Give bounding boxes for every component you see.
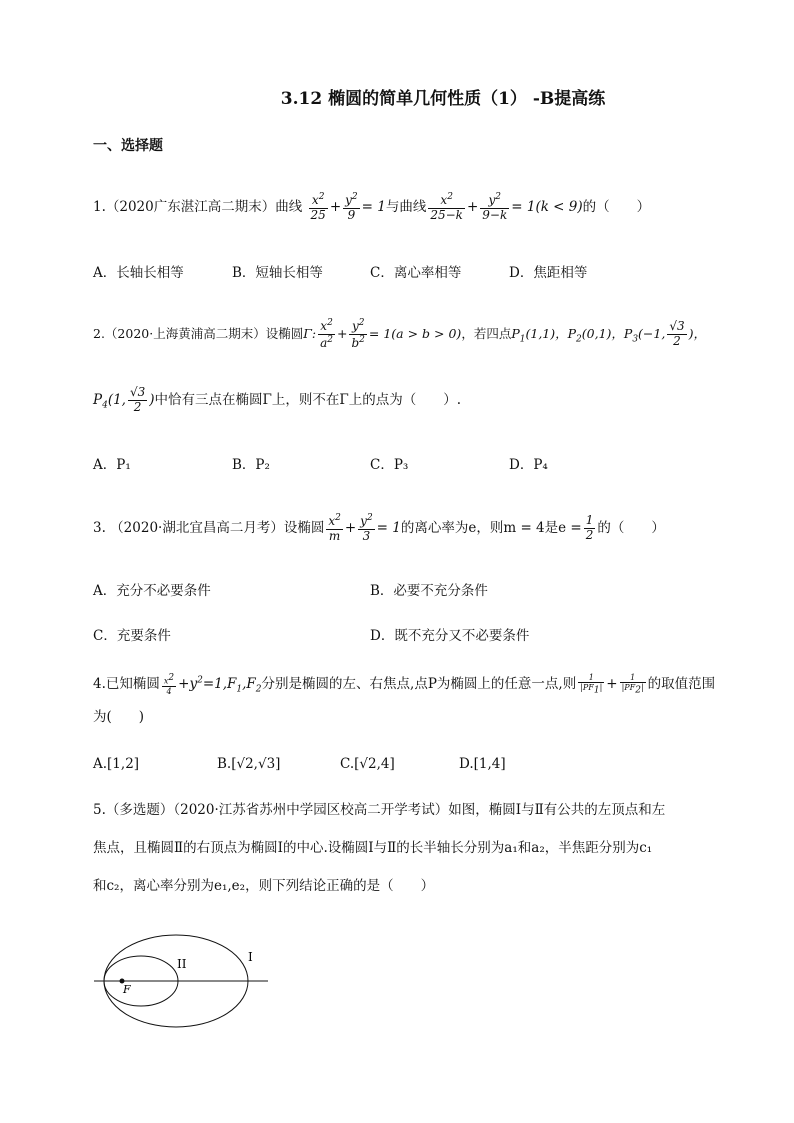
q2-option-a: A．P₁ — [93, 457, 131, 473]
page-title: 3.12 椭圆的简单几何性质（1） -B提高练 — [280, 89, 606, 109]
label-ellipse-inner: II — [177, 957, 187, 971]
q2-prefix: 2.（2020·上海黄浦高二期末）设椭圆 — [93, 325, 304, 341]
q3-option-b: B．必要不充分条件 — [370, 583, 488, 599]
q4-option-d: D.[1,4] — [459, 756, 506, 772]
q5-line3: 和c₂，离心率分别为e₁,e₂，则下列结论正确的是（ ） — [93, 878, 435, 894]
q1-option-a: A．长轴长相等 — [93, 265, 184, 281]
q4-mid: 分别是椭圆的左、右焦点,点P为椭圆上的任意一点,则 — [261, 676, 577, 693]
question-2-line2: $P_4(1$, $\frac{√3}{2}$ )中恰有三点在椭圆Γ上，则不在Γ上的点为（ ）. — [93, 385, 462, 414]
q2-line2-suffix: 中恰有三点在椭圆Γ上，则不在Γ上的点为（ ）. — [154, 391, 462, 408]
question-3: 3. （2020·湖北宜昌高二月考）设椭圆 $\frac{x^2}{m}$ + $\frac{y^2}{3}$ = 1的离心率为e，则m = 4是e = $\frac{1}{2}$ 的（ ） — [93, 513, 665, 543]
q1-mid: 与曲线 — [385, 198, 427, 215]
q3-option-c: C．充要条件 — [93, 628, 171, 644]
q4-prefix: 4.已知椭圆 — [93, 676, 160, 693]
q1-option-c: C．离心率相等 — [370, 265, 462, 281]
question-2: 2.（2020·上海黄浦高二期末）设椭圆Γ: $\frac{x^2}{a^2}$ + $\frac{y^2}{b^2}$ = 1(a > b > 0)，若四点$P_1(1,1)$，$P_2(0,1)$，$P_3(-1$, $\frac{√3}{2}$ )， — [93, 318, 706, 350]
ellipse-figure — [90, 930, 280, 1035]
q4-line2: 为( ) — [93, 709, 145, 725]
label-ellipse-outer: I — [248, 950, 253, 964]
q3-suffix: 的（ ） — [597, 519, 665, 536]
q1-option-b: B．短轴长相等 — [232, 265, 323, 281]
q1-option-d: D．焦距相等 — [509, 265, 588, 281]
q3-option-a: A．充分不必要条件 — [93, 583, 211, 599]
q1-prefix: 1.（2020广东湛江高二期末）曲线 — [93, 198, 303, 215]
label-focus: F — [123, 983, 131, 996]
q2-option-d: D．P₄ — [509, 457, 548, 473]
q2-option-c: C．P₃ — [370, 457, 409, 473]
q3-prefix: 3. （2020·湖北宜昌高二月考）设椭圆 — [93, 519, 325, 536]
q5-line2: 焦点，且椭圆Ⅱ的右顶点为椭圆Ⅰ的中心.设椭圆Ⅰ与Ⅱ的长半轴长分别为a₁和a₂，半焦距分别为c₁ — [93, 840, 653, 856]
q3-option-d: D．既不充分又不必要条件 — [370, 628, 530, 644]
q2-option-b: B．P₂ — [232, 457, 270, 473]
section-heading: 一、选择题 — [93, 138, 163, 154]
q2-mid: ，若四点 — [461, 325, 512, 341]
question-1: 1.（2020广东湛江高二期末）曲线 $\frac{x^2}{25}$ + $\frac{y^2}{9}$ = 1与曲线 $\frac{x^2}{25-k}$ + $\frac{y^2}{9-k}$ = 1(k < 9)的（ ） — [93, 192, 651, 222]
q5-line1: 5.（多选题）（2020·江苏省苏州中学园区校高二开学考试）如图，椭圆Ⅰ与Ⅱ有公共的左顶点和左 — [93, 802, 666, 818]
question-4: 4.已知椭圆 $\frac{x^2}{4}$ $+y^2=1,F_1,F_2$分别是椭圆的左、右焦点,点P为椭圆上的任意一点,则 $\frac{1}{|PF_1|}$ + $\frac{1}{|PF_2|}$ 的取值范围 — [93, 673, 716, 696]
q4-option-a: A.[1,2] — [93, 756, 140, 772]
q1-suffix: 的（ ） — [582, 198, 651, 215]
q3-mid: 的离心率为e，则m = 4是e = — [400, 519, 582, 536]
q4-option-b: B.[√2,√3] — [217, 756, 281, 772]
q4-suffix: 的取值范围 — [647, 676, 716, 693]
q4-option-c: C.[√2,4] — [340, 756, 395, 772]
